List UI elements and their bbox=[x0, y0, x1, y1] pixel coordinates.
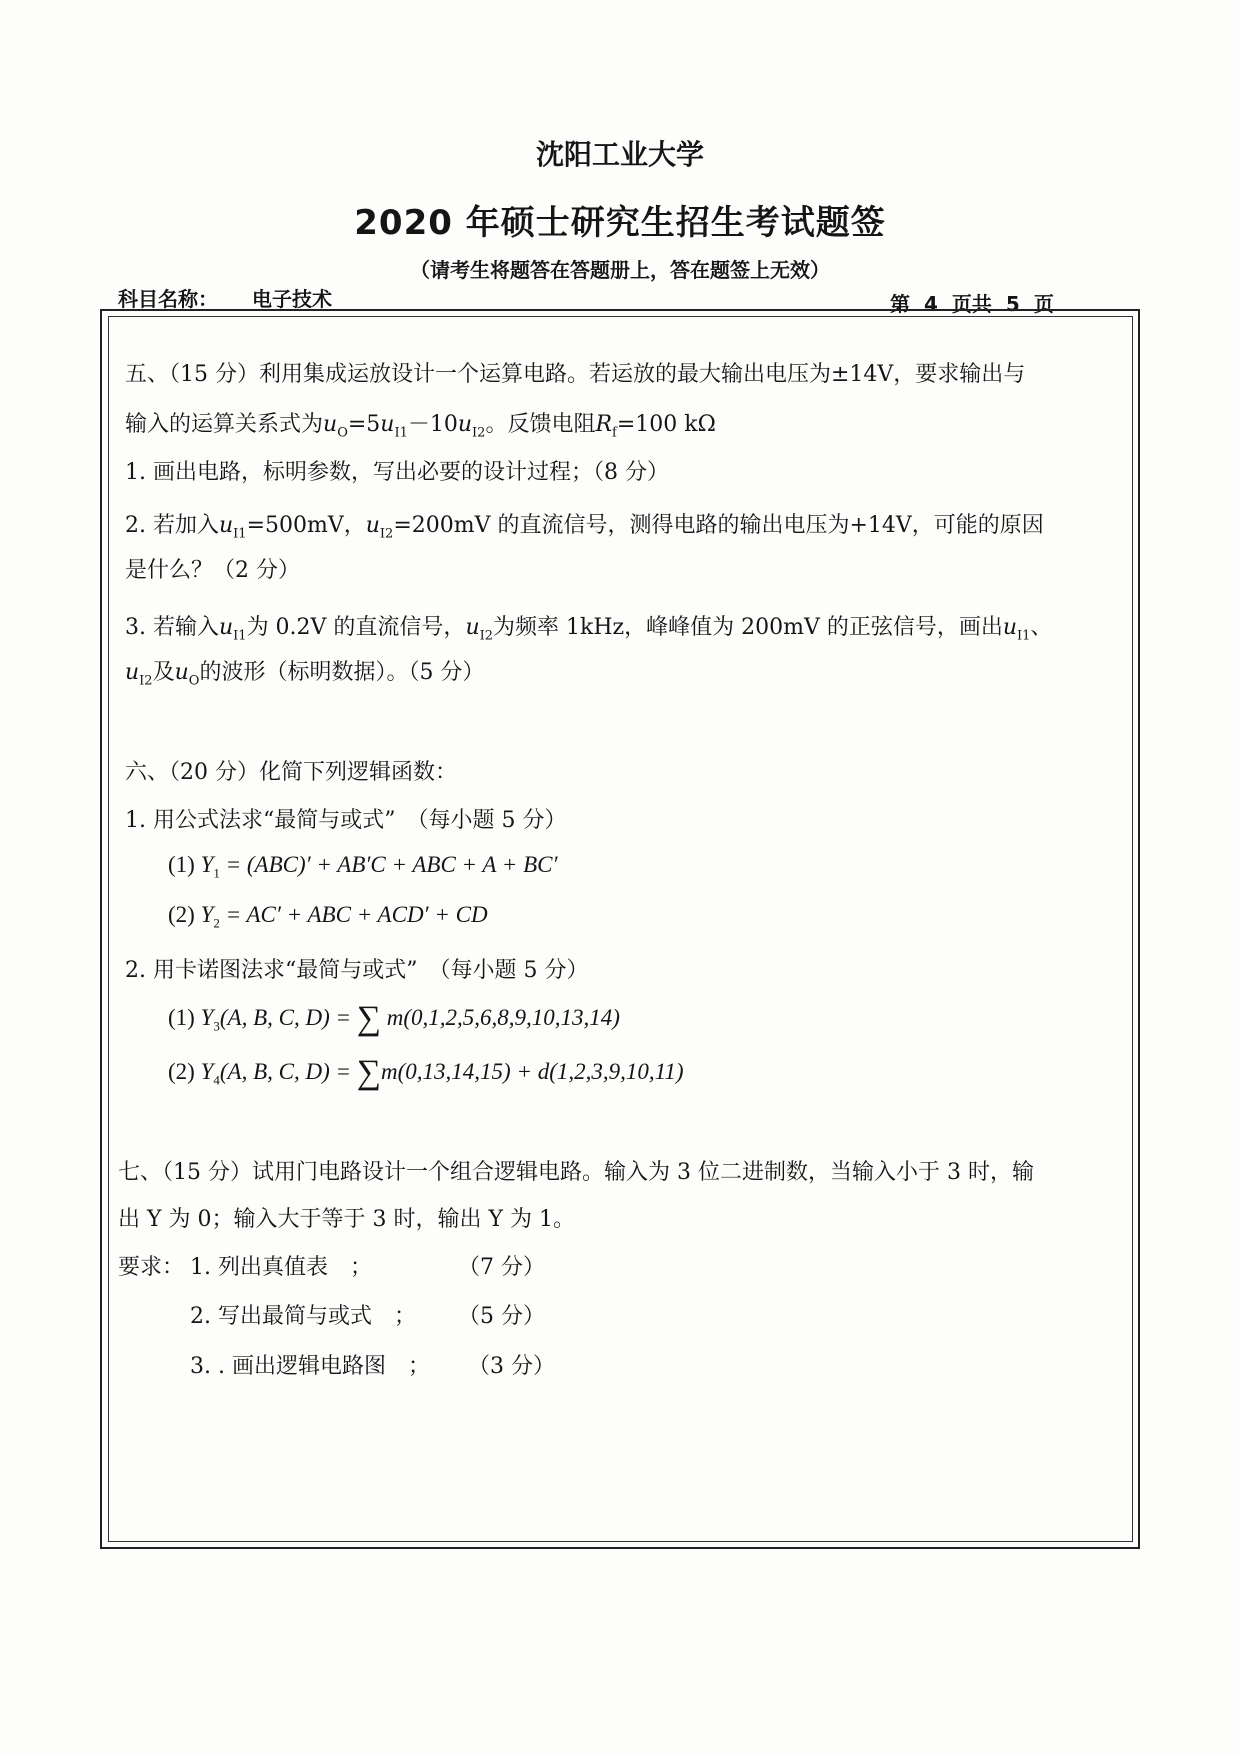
q5-s3-u2: u bbox=[465, 615, 480, 640]
q5-relation-post: 。反馈电阻 bbox=[485, 412, 596, 437]
q6-expr4 bbox=[168, 1054, 684, 1092]
q5-s3-i5: O bbox=[188, 673, 200, 689]
q7-req-label: 要求： bbox=[118, 1255, 185, 1280]
q5-s3-end1: 、 bbox=[1030, 615, 1053, 640]
q5-sub-i2: I2 bbox=[472, 425, 486, 441]
q7-req1-points: （7 分） bbox=[458, 1255, 545, 1280]
q6-heading: 六、（20 分）化简下列逻辑函数： bbox=[125, 760, 457, 785]
q5-s3-pre: 3. 若输入 bbox=[125, 615, 219, 640]
q7-req3: 3. . 画出逻辑电路图 ； bbox=[190, 1354, 430, 1379]
q6-e2-sub: 2 bbox=[213, 915, 220, 931]
q7-req2-points: （5 分） bbox=[458, 1304, 545, 1329]
q5-s2-v1: =500mV， bbox=[246, 513, 366, 538]
q5-var-uo: u bbox=[323, 412, 338, 437]
q6-e3-sub: 3 bbox=[213, 1018, 220, 1034]
q6-e3-rhs: m(0,1,2,5,6,8,9,10,13,14) bbox=[381, 1005, 620, 1030]
q5-s2-i2: I2 bbox=[379, 526, 394, 542]
q5-s2-v2: =200mV 的直流信号，测得电路的输出电压为+14V，可能的原因 bbox=[393, 513, 1044, 538]
q6-expr3 bbox=[168, 1000, 620, 1038]
q5-sub-i1: I1 bbox=[394, 425, 408, 441]
q5-s3-i2: I2 bbox=[479, 628, 494, 644]
q7-req2: 2. 写出最简与或式 ； bbox=[190, 1304, 416, 1329]
q6-expr1 bbox=[168, 852, 558, 882]
q5-s3-mid2: 为频率 1kHz，峰峰值为 200mV 的正弦信号，画出 bbox=[493, 615, 1003, 640]
q7-heading: 七、（15 分）试用门电路设计一个组合逻辑电路。输入为 3 位二进制数，当输入小于 3 时，输 bbox=[118, 1160, 1034, 1185]
q5-rf-value: =100 kΩ bbox=[616, 412, 716, 437]
q6-e2-y: Y bbox=[200, 902, 214, 927]
page-suffix: 页 bbox=[1033, 292, 1054, 316]
subject-name: 电子技术 bbox=[252, 287, 332, 311]
q6-e4-rhs: m(0,13,14,15) + d(1,2,3,9,10,11) bbox=[381, 1059, 684, 1084]
q5-s2-u2: u bbox=[365, 513, 380, 538]
school-name: 沈阳工业大学 bbox=[535, 138, 704, 171]
q5-s3-u5: u bbox=[174, 660, 189, 685]
q5-sub-f: f bbox=[612, 425, 617, 441]
q5-s3-i1: I1 bbox=[233, 628, 247, 644]
q6-e4-args: (A, B, C, D) = bbox=[219, 1059, 357, 1084]
q5-s3-u3: u bbox=[1002, 615, 1018, 640]
page-prefix: 第 bbox=[890, 292, 910, 316]
q6-e3-y: Y bbox=[200, 1005, 214, 1030]
exam-title: 2020 年硕士研究生招生考试题签 bbox=[354, 203, 886, 243]
q5-sub3 bbox=[125, 610, 1052, 643]
q6-e2-rhs: = AC′ + ABC + ACD′ + CD bbox=[219, 902, 488, 927]
subject-label: 科目名称： bbox=[118, 287, 218, 311]
q6-e2-num: (2) bbox=[168, 902, 201, 927]
q6-e4-num: (2) bbox=[168, 1059, 201, 1084]
q5-s3-i4: I2 bbox=[139, 673, 153, 689]
q5-s3-end2: 的波形（标明数据）。（5 分） bbox=[199, 660, 485, 685]
q6-e3-sigma: ∑ bbox=[356, 1000, 382, 1037]
q5-var-r: R bbox=[595, 412, 613, 437]
q6-part2: 2. 用卡诺图法求“最简与或式” （每小题 5 分） bbox=[125, 958, 589, 983]
q5-sub3-line2 bbox=[125, 655, 484, 688]
q7-req3-points: （3 分） bbox=[468, 1354, 555, 1379]
q6-e4-sigma: ∑ bbox=[356, 1054, 382, 1091]
q5-s3-u4: u bbox=[125, 660, 140, 685]
q6-e1-num: (1) bbox=[168, 852, 201, 877]
q5-relation-pre: 输入的运算关系式为 bbox=[125, 412, 324, 437]
q6-expr2 bbox=[168, 902, 488, 932]
q6-e1-rhs: = (ABC)′ + AB′C + ABC + A + BC′ bbox=[219, 852, 558, 877]
q6-part1: 1. 用公式法求“最简与或式” （每小题 5 分） bbox=[125, 808, 567, 833]
q6-e4-y: Y bbox=[200, 1059, 214, 1084]
q5-s2-pre: 2. 若加入 bbox=[125, 513, 219, 538]
q5-eq: =5 bbox=[347, 412, 381, 437]
q5-sub1: 1. 画出电路，标明参数，写出必要的设计过程；（8 分） bbox=[125, 460, 669, 485]
q5-minus: －10 bbox=[407, 412, 458, 437]
q6-e3-num: (1) bbox=[168, 1005, 201, 1030]
q5-s3-i3: I1 bbox=[1017, 628, 1031, 644]
q5-s3-mid1: 为 0.2V 的直流信号， bbox=[246, 615, 466, 640]
q7-req1: 1. 列出真值表 ； bbox=[190, 1255, 372, 1280]
q5-s2-u1: u bbox=[218, 513, 234, 538]
q5-var-u2: u bbox=[457, 412, 473, 437]
q6-e4-sub: 4 bbox=[213, 1072, 220, 1088]
exam-notice: （请考生将题答在答题册上，答在题签上无效） bbox=[410, 258, 830, 282]
page-mid: 页共 bbox=[951, 292, 992, 316]
q6-e1-sub: 1 bbox=[213, 865, 220, 881]
q7-line2: 出 Y 为 0；输入大于等于 3 时，输出 Y 为 1。 bbox=[118, 1207, 575, 1232]
q5-sub-o: O bbox=[337, 425, 348, 441]
q5-heading: 五、（15 分）利用集成运放设计一个运算电路。若运放的最大输出电压为±14V，要求输出与 bbox=[125, 362, 1026, 387]
q5-s3-mid3: 及 bbox=[152, 660, 175, 685]
q5-relation bbox=[125, 407, 716, 440]
q6-e1-y: Y bbox=[200, 852, 214, 877]
q5-sub2 bbox=[125, 508, 1044, 541]
q5-s2-i1: I1 bbox=[233, 526, 247, 542]
q5-s3-u1: u bbox=[218, 615, 234, 640]
page-current: 4 bbox=[924, 292, 938, 316]
q6-e3-args: (A, B, C, D) = bbox=[219, 1005, 357, 1030]
page-total: 5 bbox=[1005, 292, 1020, 316]
q5-sub2-line2: 是什么？（2 分） bbox=[125, 558, 300, 583]
q5-var-u1: u bbox=[380, 412, 395, 437]
